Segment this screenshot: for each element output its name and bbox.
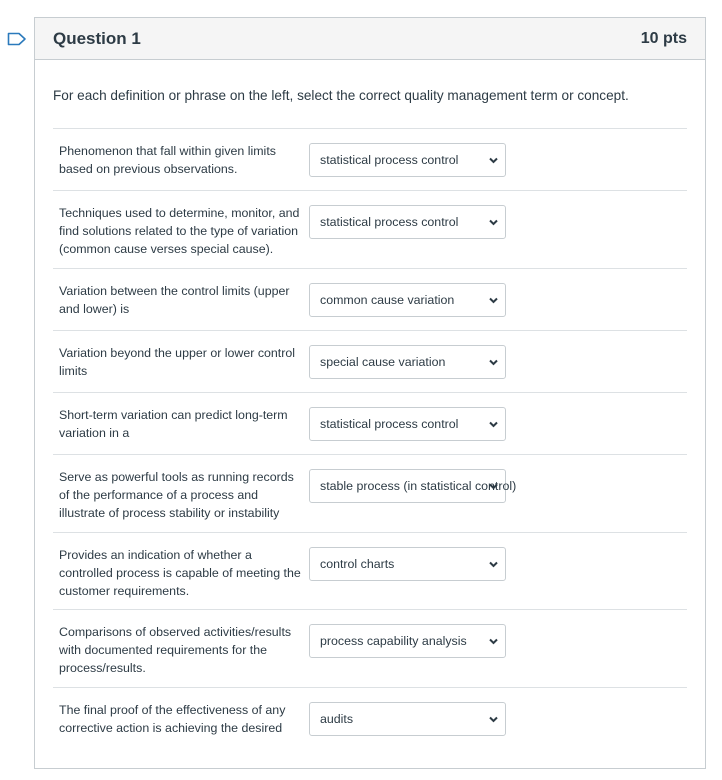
matching-row [53, 330, 687, 392]
row-definition: Provides an indication of whether a controlled process is capable of meeting the customer requirements. [59, 548, 301, 598]
answer-select[interactable] [309, 143, 506, 177]
question-points: 10 pts [640, 29, 687, 47]
chevron-down-icon [488, 419, 499, 430]
chevron-down-icon [488, 636, 499, 647]
row-definition: Phenomenon that fall within given limits based on previous observations. [59, 144, 276, 176]
selected-value: stable process (in statistical control) [320, 479, 517, 493]
answer-select[interactable] [309, 469, 517, 503]
matching-row [53, 128, 687, 190]
chevron-down-icon [488, 559, 499, 570]
answer-select[interactable] [309, 624, 506, 658]
selected-value: control charts [320, 557, 395, 571]
chevron-down-icon [488, 481, 499, 492]
chevron-down-icon [488, 155, 499, 166]
question-card [34, 17, 706, 769]
matching-row [53, 392, 687, 454]
matching-row [53, 454, 687, 532]
selected-value: statistical process control [320, 417, 459, 431]
matching-rows [53, 128, 687, 757]
row-definition: The final proof of the effectiveness of any corrective action is achieving the desired [59, 703, 286, 735]
row-definition: Variation between the control limits (upper and lower) is [59, 284, 290, 316]
selected-value: statistical process control [320, 215, 459, 229]
answer-select[interactable] [309, 345, 506, 379]
matching-row [53, 268, 687, 330]
question-instructions: For each definition or phrase on the left, select the correct quality management term or concept. [53, 88, 629, 103]
selected-value: statistical process control [320, 153, 459, 167]
chevron-down-icon [488, 295, 499, 306]
answer-select[interactable] [309, 283, 506, 317]
question-title: Question 1 [53, 28, 141, 48]
matching-row [53, 687, 687, 757]
row-definition: Comparisons of observed activities/results with documented requirements for the process/results. [59, 625, 292, 675]
selected-value: process capability analysis [320, 634, 467, 648]
matching-row [53, 609, 687, 687]
matching-row [53, 532, 687, 609]
bookmark-flag-icon[interactable] [7, 32, 27, 46]
answer-select[interactable] [309, 547, 506, 581]
matching-row [53, 190, 687, 268]
chevron-down-icon [488, 714, 499, 725]
chevron-down-icon [488, 357, 499, 368]
row-definition: Techniques used to determine, monitor, and find solutions related to the type of variation (common cause verses special cause). [59, 206, 300, 256]
answer-select[interactable] [309, 407, 506, 441]
row-definition: Variation beyond the upper or lower control limits [59, 346, 296, 378]
answer-select[interactable] [309, 205, 506, 239]
chevron-down-icon [488, 217, 499, 228]
selected-value: audits [320, 712, 354, 726]
answer-select[interactable] [309, 702, 506, 736]
question-header [35, 18, 705, 60]
selected-value: special cause variation [320, 355, 446, 369]
row-definition: Short-term variation can predict long-term variation in a [59, 408, 288, 440]
row-definition: Serve as powerful tools as running records of the performance of a process and illustrate of process stability or instability [59, 470, 294, 520]
selected-value: common cause variation [320, 293, 455, 307]
